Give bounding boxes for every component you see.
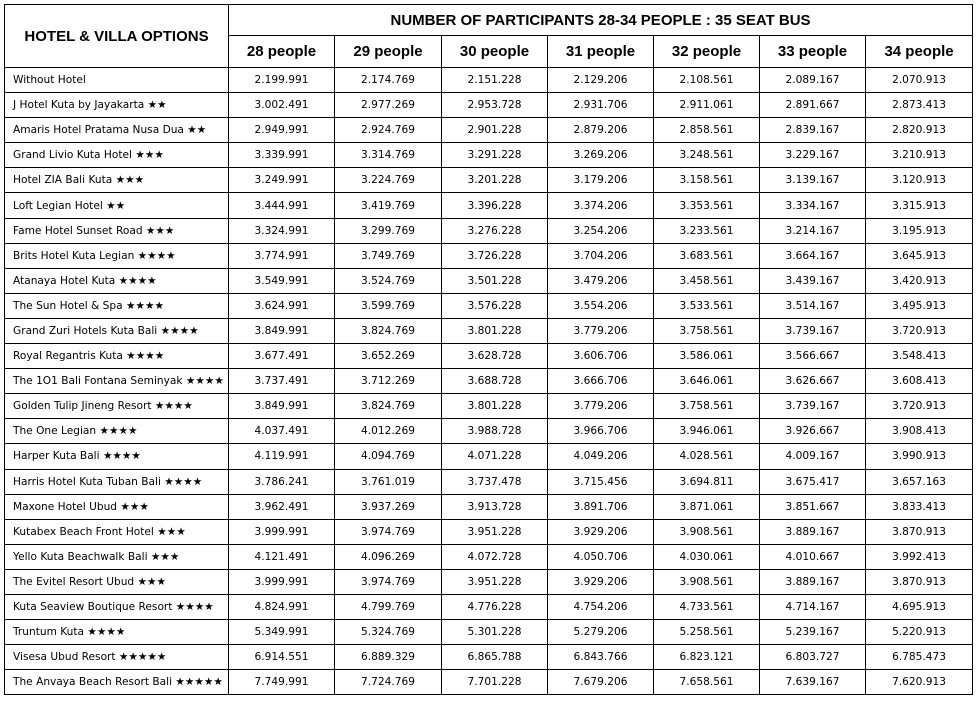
price-cell: 5.349.991 <box>229 620 335 645</box>
price-cell: 3.586.061 <box>654 344 760 369</box>
price-cell: 3.871.061 <box>654 494 760 519</box>
price-cell: 3.624.991 <box>229 293 335 318</box>
table-row <box>5 243 973 268</box>
price-cell: 4.776.228 <box>442 594 548 619</box>
price-cell: 2.858.561 <box>654 118 760 143</box>
price-cell: 4.754.206 <box>548 594 654 619</box>
price-cell: 3.801.228 <box>442 318 548 343</box>
price-cell: 3.908.413 <box>866 419 973 444</box>
price-cell: 3.688.728 <box>442 369 548 394</box>
table-row <box>5 93 973 118</box>
price-cell: 3.324.991 <box>229 218 335 243</box>
price-cell: 2.873.413 <box>866 93 973 118</box>
price-cell: 5.258.561 <box>654 620 760 645</box>
hotel-name-cell: Kuta Seaview Boutique Resort ★★★★ <box>5 594 229 619</box>
column-header-participants: 34 people <box>866 36 973 68</box>
price-cell: 3.739.167 <box>760 394 866 419</box>
price-cell: 3.439.167 <box>760 268 866 293</box>
price-cell: 7.701.228 <box>442 670 548 695</box>
price-cell: 3.299.769 <box>335 218 442 243</box>
price-cell: 6.785.473 <box>866 645 973 670</box>
hotel-name-cell: Truntum Kuta ★★★★ <box>5 620 229 645</box>
price-cell: 3.420.913 <box>866 268 973 293</box>
price-cell: 3.249.991 <box>229 168 335 193</box>
price-cell: 3.666.706 <box>548 369 654 394</box>
price-cell: 3.824.769 <box>335 394 442 419</box>
hotel-name-cell: Hotel ZIA Bali Kuta ★★★ <box>5 168 229 193</box>
hotel-name-cell: The 1O1 Bali Fontana Seminyak ★★★★ <box>5 369 229 394</box>
price-cell: 3.626.667 <box>760 369 866 394</box>
table-row <box>5 519 973 544</box>
hotel-name-cell: Without Hotel <box>5 68 229 93</box>
price-cell: 3.990.913 <box>866 444 973 469</box>
price-cell: 3.737.491 <box>229 369 335 394</box>
price-cell: 3.210.913 <box>866 143 973 168</box>
price-cell: 3.501.228 <box>442 268 548 293</box>
price-cell: 2.108.561 <box>654 68 760 93</box>
hotel-name-cell: Yello Kuta Beachwalk Bali ★★★ <box>5 544 229 569</box>
price-cell: 3.974.769 <box>335 519 442 544</box>
hotel-name-cell: The One Legian ★★★★ <box>5 419 229 444</box>
table-row <box>5 444 973 469</box>
price-cell: 3.988.728 <box>442 419 548 444</box>
price-cell: 3.314.769 <box>335 143 442 168</box>
price-cell: 2.199.991 <box>229 68 335 93</box>
price-cell: 3.628.728 <box>442 344 548 369</box>
column-header-participants: 29 people <box>335 36 442 68</box>
hotel-name-cell: Harris Hotel Kuta Tuban Bali ★★★★ <box>5 469 229 494</box>
table-row <box>5 218 973 243</box>
price-cell: 3.254.206 <box>548 218 654 243</box>
hotel-name-cell: Kutabex Beach Front Hotel ★★★ <box>5 519 229 544</box>
price-cell: 3.951.228 <box>442 569 548 594</box>
price-cell: 2.924.769 <box>335 118 442 143</box>
price-cell: 3.849.991 <box>229 394 335 419</box>
price-cell: 3.999.991 <box>229 569 335 594</box>
price-cell: 3.824.769 <box>335 318 442 343</box>
price-cell: 4.028.561 <box>654 444 760 469</box>
price-cell: 3.334.167 <box>760 193 866 218</box>
hotel-name-cell: Visesa Ubud Resort ★★★★★ <box>5 645 229 670</box>
hotel-name-cell: The Evitel Resort Ubud ★★★ <box>5 569 229 594</box>
price-cell: 3.870.913 <box>866 569 973 594</box>
column-header-participants: 32 people <box>654 36 760 68</box>
price-cell: 3.974.769 <box>335 569 442 594</box>
price-cell: 3.774.991 <box>229 243 335 268</box>
hotel-name-cell: Loft Legian Hotel ★★ <box>5 193 229 218</box>
price-cell: 2.174.769 <box>335 68 442 93</box>
table-row <box>5 68 973 93</box>
price-cell: 3.779.206 <box>548 318 654 343</box>
table-row <box>5 168 973 193</box>
price-cell: 3.851.667 <box>760 494 866 519</box>
price-cell: 4.030.061 <box>654 544 760 569</box>
price-cell: 5.301.228 <box>442 620 548 645</box>
table-row <box>5 569 973 594</box>
hotel-name-cell: Amaris Hotel Pratama Nusa Dua ★★ <box>5 118 229 143</box>
price-cell: 3.315.913 <box>866 193 973 218</box>
hotel-name-cell: Fame Hotel Sunset Road ★★★ <box>5 218 229 243</box>
table-row <box>5 318 973 343</box>
price-cell: 3.248.561 <box>654 143 760 168</box>
price-cell: 2.151.228 <box>442 68 548 93</box>
price-cell: 4.119.991 <box>229 444 335 469</box>
price-cell: 3.951.228 <box>442 519 548 544</box>
price-cell: 5.239.167 <box>760 620 866 645</box>
price-cell: 3.715.456 <box>548 469 654 494</box>
table-row <box>5 494 973 519</box>
price-cell: 2.089.167 <box>760 68 866 93</box>
price-cell: 4.799.769 <box>335 594 442 619</box>
price-cell: 3.992.413 <box>866 544 973 569</box>
price-cell: 4.121.491 <box>229 544 335 569</box>
price-cell: 3.889.167 <box>760 519 866 544</box>
price-cell: 3.758.561 <box>654 318 760 343</box>
price-cell: 3.233.561 <box>654 218 760 243</box>
price-cell: 3.276.228 <box>442 218 548 243</box>
price-cell: 3.675.417 <box>760 469 866 494</box>
price-cell: 3.479.206 <box>548 268 654 293</box>
table-row <box>5 620 973 645</box>
price-cell: 3.214.167 <box>760 218 866 243</box>
price-cell: 5.324.769 <box>335 620 442 645</box>
hotel-name-cell: Brits Hotel Kuta Legian ★★★★ <box>5 243 229 268</box>
price-cell: 4.037.491 <box>229 419 335 444</box>
price-cell: 3.444.991 <box>229 193 335 218</box>
price-cell: 3.419.769 <box>335 193 442 218</box>
price-cell: 3.946.061 <box>654 419 760 444</box>
price-cell: 3.566.667 <box>760 344 866 369</box>
price-cell: 3.158.561 <box>654 168 760 193</box>
price-cell: 3.801.228 <box>442 394 548 419</box>
price-cell: 2.891.667 <box>760 93 866 118</box>
price-cell: 3.120.913 <box>866 168 973 193</box>
price-cell: 3.664.167 <box>760 243 866 268</box>
price-cell: 3.786.241 <box>229 469 335 494</box>
price-cell: 3.195.913 <box>866 218 973 243</box>
price-cell: 3.269.206 <box>548 143 654 168</box>
price-cell: 3.712.269 <box>335 369 442 394</box>
price-cell: 5.220.913 <box>866 620 973 645</box>
price-cell: 7.749.991 <box>229 670 335 695</box>
price-cell: 3.554.206 <box>548 293 654 318</box>
price-cell: 3.704.206 <box>548 243 654 268</box>
price-cell: 7.639.167 <box>760 670 866 695</box>
table-row <box>5 670 973 695</box>
price-cell: 4.049.206 <box>548 444 654 469</box>
price-cell: 3.458.561 <box>654 268 760 293</box>
table-row <box>5 143 973 168</box>
price-cell: 3.999.991 <box>229 519 335 544</box>
price-cell: 4.094.769 <box>335 444 442 469</box>
price-cell: 4.096.269 <box>335 544 442 569</box>
hotel-name-cell: Harper Kuta Bali ★★★★ <box>5 444 229 469</box>
column-header-participants: 30 people <box>442 36 548 68</box>
hotel-name-cell: Golden Tulip Jineng Resort ★★★★ <box>5 394 229 419</box>
column-header-participants: 31 people <box>548 36 654 68</box>
hotel-name-cell: Royal Regantris Kuta ★★★★ <box>5 344 229 369</box>
price-cell: 3.908.561 <box>654 519 760 544</box>
price-cell: 3.576.228 <box>442 293 548 318</box>
price-cell: 3.758.561 <box>654 394 760 419</box>
price-cell: 3.657.163 <box>866 469 973 494</box>
price-cell: 3.374.206 <box>548 193 654 218</box>
price-cell: 3.889.167 <box>760 569 866 594</box>
hotel-name-cell: The Sun Hotel & Spa ★★★★ <box>5 293 229 318</box>
price-cell: 7.679.206 <box>548 670 654 695</box>
price-cell: 3.652.269 <box>335 344 442 369</box>
price-cell: 3.913.728 <box>442 494 548 519</box>
price-cell: 3.937.269 <box>335 494 442 519</box>
table-row <box>5 594 973 619</box>
price-cell: 3.201.228 <box>442 168 548 193</box>
table-row <box>5 645 973 670</box>
price-cell: 4.824.991 <box>229 594 335 619</box>
price-cell: 3.891.706 <box>548 494 654 519</box>
price-cell: 3.495.913 <box>866 293 973 318</box>
price-cell: 3.926.667 <box>760 419 866 444</box>
price-cell: 2.820.913 <box>866 118 973 143</box>
price-cell: 3.962.491 <box>229 494 335 519</box>
hotel-name-cell: Atanaya Hotel Kuta ★★★★ <box>5 268 229 293</box>
price-cell: 3.677.491 <box>229 344 335 369</box>
price-cell: 4.072.728 <box>442 544 548 569</box>
price-cell: 7.658.561 <box>654 670 760 695</box>
price-cell: 3.849.991 <box>229 318 335 343</box>
price-cell: 2.977.269 <box>335 93 442 118</box>
hotel-name-cell: The Anvaya Beach Resort Bali ★★★★★ <box>5 670 229 695</box>
hotel-options-header: HOTEL & VILLA OPTIONS <box>5 5 229 68</box>
hotel-name-cell: Maxone Hotel Ubud ★★★ <box>5 494 229 519</box>
table-row <box>5 268 973 293</box>
hotel-name-cell: J Hotel Kuta by Jayakarta ★★ <box>5 93 229 118</box>
price-cell: 4.010.667 <box>760 544 866 569</box>
table-row <box>5 544 973 569</box>
price-cell: 3.966.706 <box>548 419 654 444</box>
price-cell: 2.931.706 <box>548 93 654 118</box>
price-cell: 3.720.913 <box>866 394 973 419</box>
price-cell: 7.724.769 <box>335 670 442 695</box>
price-cell: 3.396.228 <box>442 193 548 218</box>
price-cell: 4.050.706 <box>548 544 654 569</box>
price-cell: 3.229.167 <box>760 143 866 168</box>
price-cell: 3.833.413 <box>866 494 973 519</box>
price-cell: 4.695.913 <box>866 594 973 619</box>
table-row <box>5 394 973 419</box>
table-row <box>5 293 973 318</box>
price-cell: 6.843.766 <box>548 645 654 670</box>
price-cell: 3.646.061 <box>654 369 760 394</box>
table-row <box>5 118 973 143</box>
price-cell: 4.071.228 <box>442 444 548 469</box>
price-cell: 4.009.167 <box>760 444 866 469</box>
price-cell: 3.514.167 <box>760 293 866 318</box>
price-cell: 6.914.551 <box>229 645 335 670</box>
table-row <box>5 469 973 494</box>
price-cell: 6.803.727 <box>760 645 866 670</box>
price-cell: 3.929.206 <box>548 519 654 544</box>
price-cell: 3.179.206 <box>548 168 654 193</box>
price-cell: 3.645.913 <box>866 243 973 268</box>
price-cell: 6.823.121 <box>654 645 760 670</box>
price-cell: 3.599.769 <box>335 293 442 318</box>
column-header-participants: 33 people <box>760 36 866 68</box>
price-cell: 2.911.061 <box>654 93 760 118</box>
price-cell: 3.749.769 <box>335 243 442 268</box>
price-cell: 3.353.561 <box>654 193 760 218</box>
price-cell: 3.339.991 <box>229 143 335 168</box>
price-cell: 3.224.769 <box>335 168 442 193</box>
price-cell: 3.606.706 <box>548 344 654 369</box>
price-cell: 6.865.788 <box>442 645 548 670</box>
price-cell: 3.002.491 <box>229 93 335 118</box>
table-row <box>5 344 973 369</box>
price-cell: 3.608.413 <box>866 369 973 394</box>
price-cell: 3.524.769 <box>335 268 442 293</box>
table-row <box>5 369 973 394</box>
price-cell: 3.929.206 <box>548 569 654 594</box>
price-cell: 3.548.413 <box>866 344 973 369</box>
table-row <box>5 419 973 444</box>
price-cell: 3.533.561 <box>654 293 760 318</box>
price-cell: 3.739.167 <box>760 318 866 343</box>
price-cell: 7.620.913 <box>866 670 973 695</box>
price-cell: 3.870.913 <box>866 519 973 544</box>
price-cell: 3.761.019 <box>335 469 442 494</box>
price-cell: 3.139.167 <box>760 168 866 193</box>
price-cell: 3.726.228 <box>442 243 548 268</box>
price-cell: 3.683.561 <box>654 243 760 268</box>
price-cell: 3.694.811 <box>654 469 760 494</box>
price-rows <box>5 68 973 695</box>
price-cell: 3.720.913 <box>866 318 973 343</box>
table-row <box>5 193 973 218</box>
price-cell: 2.901.228 <box>442 118 548 143</box>
price-cell: 2.879.206 <box>548 118 654 143</box>
price-cell: 2.129.206 <box>548 68 654 93</box>
column-header-participants: 28 people <box>229 36 335 68</box>
price-cell: 3.549.991 <box>229 268 335 293</box>
price-cell: 2.070.913 <box>866 68 973 93</box>
price-cell: 4.733.561 <box>654 594 760 619</box>
price-cell: 3.291.228 <box>442 143 548 168</box>
price-cell: 4.012.269 <box>335 419 442 444</box>
hotel-price-table <box>4 4 973 695</box>
price-cell: 3.779.206 <box>548 394 654 419</box>
price-cell: 3.908.561 <box>654 569 760 594</box>
price-cell: 2.949.991 <box>229 118 335 143</box>
price-cell: 3.737.478 <box>442 469 548 494</box>
hotel-name-cell: Grand Livio Kuta Hotel ★★★ <box>5 143 229 168</box>
price-cell: 4.714.167 <box>760 594 866 619</box>
price-cell: 2.839.167 <box>760 118 866 143</box>
price-cell: 6.889.329 <box>335 645 442 670</box>
price-cell: 5.279.206 <box>548 620 654 645</box>
hotel-name-cell: Grand Zuri Hotels Kuta Bali ★★★★ <box>5 318 229 343</box>
price-cell: 2.953.728 <box>442 93 548 118</box>
participants-group-header: NUMBER OF PARTICIPANTS 28-34 PEOPLE : 35 SEAT BUS <box>229 5 973 36</box>
